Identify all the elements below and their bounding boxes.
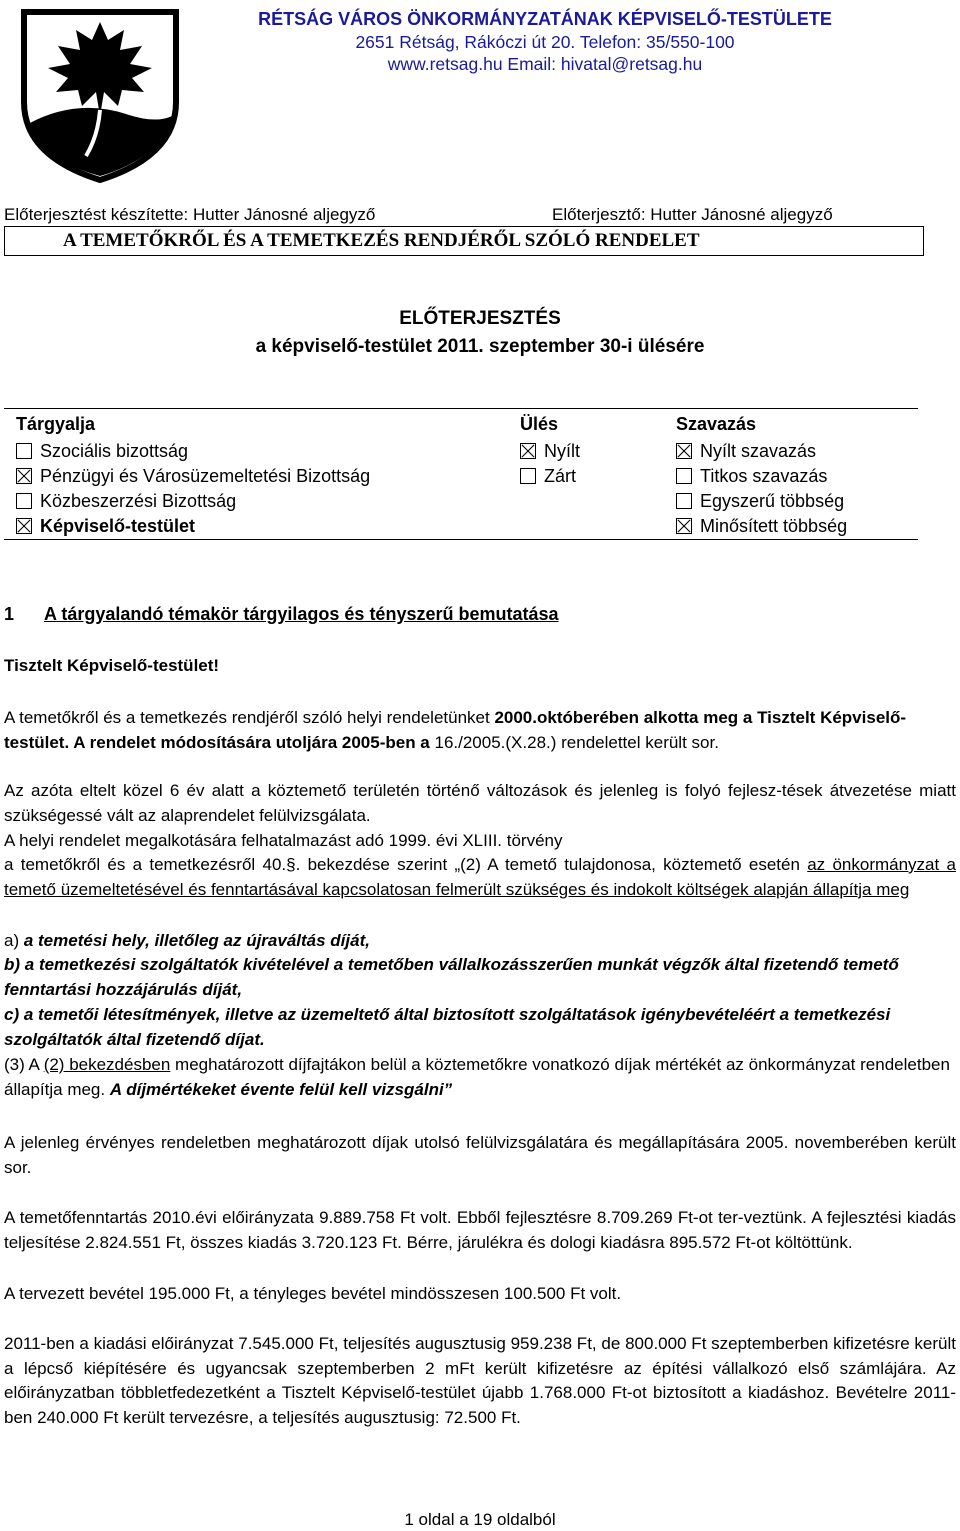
voting-label: Nyílt szavazás [700,441,817,461]
org-name: RÉTSÁG VÁROS ÖNKORMÁNYZATÁNAK KÉPVISELŐ-TESTÜLETE [258,9,832,29]
session-row [520,440,580,462]
p4-underlined: az önkormányzat a temető üzemeltetésével és fenntartásával kapcsolatosan felmerült szükséges és indokolt költségek alapján állapítja meg [4,855,956,899]
list-item-a [4,929,956,954]
p5-text: (3) A [4,1055,44,1074]
session-row [520,465,576,487]
p1-text: A temetőkről és a temetkezés rendjéről szóló helyi rendeletünket [4,708,495,727]
p5-text-2: meghatározott díjfajtákon belül a köztemetőkre vonatkozó díjak mértékét az önkormányzat rendeletben állapítja meg. [4,1055,950,1099]
prepared-by: Előterjesztést készítette: Hutter Jánosné aljegyző [4,205,376,224]
checked-box-icon[interactable] [16,518,32,534]
body-label: Képviselő-testület [40,516,196,536]
section-title: A tárgyalandó témakör tárgyilagos és tényszerű bemutatása [44,604,559,624]
heading-meeting: a képviselő-testület 2011. szeptember 30-i ülésére [255,336,705,357]
body-label: Közbeszerzési Bizottság [40,491,237,511]
list-a-marker: a) [4,931,24,950]
col-header-body: Tárgyalja [16,414,96,434]
p1-bold: 2000.októberében alkotta meg a Tisztelt Képviselő-testület. A rendelet módosítására utoljára 2005-ben a [4,708,907,752]
checked-box-icon[interactable] [676,443,692,459]
voting-label: Titkos szavazás [700,466,828,486]
paragraph-5 [4,1053,956,1102]
voting-label: Egyszerű többség [700,491,845,511]
section-heading [4,604,559,625]
empty-box-icon[interactable] [16,493,32,509]
paragraph-3: A helyi rendelet megalkotására felhatalmazást adó 1999. évi XLIII. törvény [4,831,563,850]
table-top-rule [4,408,918,409]
paragraph-6: A jelenleg érvényes rendeletben meghatározott díjak utolsó felülvizsgálatára és megállapítására 2005. novemberében került sor. [4,1133,956,1177]
p5-underlined: (2) bekezdésben [43,1055,171,1074]
body-row [16,465,370,487]
list-a-text: a temetési hely, illetőleg az újraváltás díját, [23,931,370,950]
session-label: Nyílt [544,441,580,461]
empty-box-icon[interactable] [676,493,692,509]
paragraph-8: A tervezett bevétel 195.000 Ft, a tényleges bevétel mindösszesen 100.500 Ft volt. [4,1284,622,1303]
salutation: Tisztelt Képviselő-testület! [4,656,220,675]
org-address: 2651 Rétság, Rákóczi út 20. Telefon: 35/550-100 [355,32,735,52]
paragraph-9: 2011-ben a kiadási előirányzat 7.545.000 Ft, teljesítés augusztusig 959.238 Ft, de 800.000 Ft szeptemberben kifizetésre került a lépcső kiépítésére és ugyancsak szeptemberben 2 mFt került kifizetésre az építési vállalkozó első számlájára. Az előirányzatban többletfedezetként a Tisztelt Képviselő-testület újabb 1.768.000 Ft-ot biztosított a kiadáshoz. Bevételre 2011-ben 240.000 Ft került tervezésre, a teljesítés augusztusig: 72.500 Ft. [4,1334,956,1427]
heading-proposal: ELŐTERJESZTÉS [399,308,561,329]
paragraph-7: A temetőfenntartás 2010.évi előirányzata 9.889.758 Ft volt. Ebből fejlesztésre 8.709.269 Ft-ot ter-veztünk. A fejlesztési kiadás teljesítése 2.824.551 Ft, összes kiadás 3.720.123 Ft. Bérre, járulékra és dologi kiadásra 895.572 Ft-ot költöttünk. [4,1208,956,1252]
voting-row [676,515,847,537]
voting-row [676,490,844,512]
list-item-c: c) a temetői létesítmények, illetve az üzemeltető által biztosított szolgáltatások igénybevételéért a temetkezési szolgáltatók által fizetendő díjat. [4,1005,891,1049]
body-row [16,440,188,462]
checked-box-icon[interactable] [520,443,536,459]
city-crest [16,6,184,184]
body-row [16,490,236,512]
checked-box-icon[interactable] [16,468,32,484]
page-footer: 1 oldal a 19 oldalból [404,1510,556,1529]
list-item-b: b) a temetkezési szolgáltatók kivételével a temetőben vállalkozásszerűen munkát végzők által fizetendő temető fenntartási hozzájárulás díját, [4,955,899,999]
paragraph-1 [4,706,956,755]
col-header-voting: Szavazás [676,414,757,434]
table-bottom-rule [4,539,918,540]
body-label: Szociális bizottság [40,441,189,461]
paragraph-2: Az azóta eltelt közel 6 év alatt a köztemető területén történő változások és jelenleg is folyó fejlesz-tések átvezetése miatt szükségessé vált az alaprendelet felülvizsgálata. [4,781,956,825]
empty-box-icon[interactable] [16,443,32,459]
empty-box-icon[interactable] [520,468,536,484]
org-web-email: www.retsag.hu Email: hivatal@retsag.hu [387,54,703,74]
col-header-session: Ülés [520,414,559,434]
body-label: Pénzügyi és Városüzemeltetési Bizottság [40,466,371,486]
section-number: 1 [4,604,15,624]
p1-tail: 16./2005.(X.28.) rendelettel került sor. [429,732,719,752]
voting-label: Minősített többség [700,516,848,536]
voting-row [676,440,816,462]
session-label: Zárt [544,466,577,486]
checked-box-icon[interactable] [676,518,692,534]
empty-box-icon[interactable] [676,468,692,484]
voting-row [676,465,827,487]
p4-text: a temetőkről és a temetkezésről 40.§. bekezdése szerint „(2) A temető tulajdonosa, köztemető esetén [4,855,808,874]
document-title: A TEMETŐKRŐL ÉS A TEMETKEZÉS RENDJÉRŐL SZÓLÓ RENDELET [4,226,924,256]
p5-emphasis: A díjmértékeket évente felül kell vizsgálni” [109,1079,453,1099]
presenter: Előterjesztő: Hutter Jánosné aljegyző [552,205,833,224]
paragraph-4 [4,853,956,902]
body-row [16,515,195,537]
